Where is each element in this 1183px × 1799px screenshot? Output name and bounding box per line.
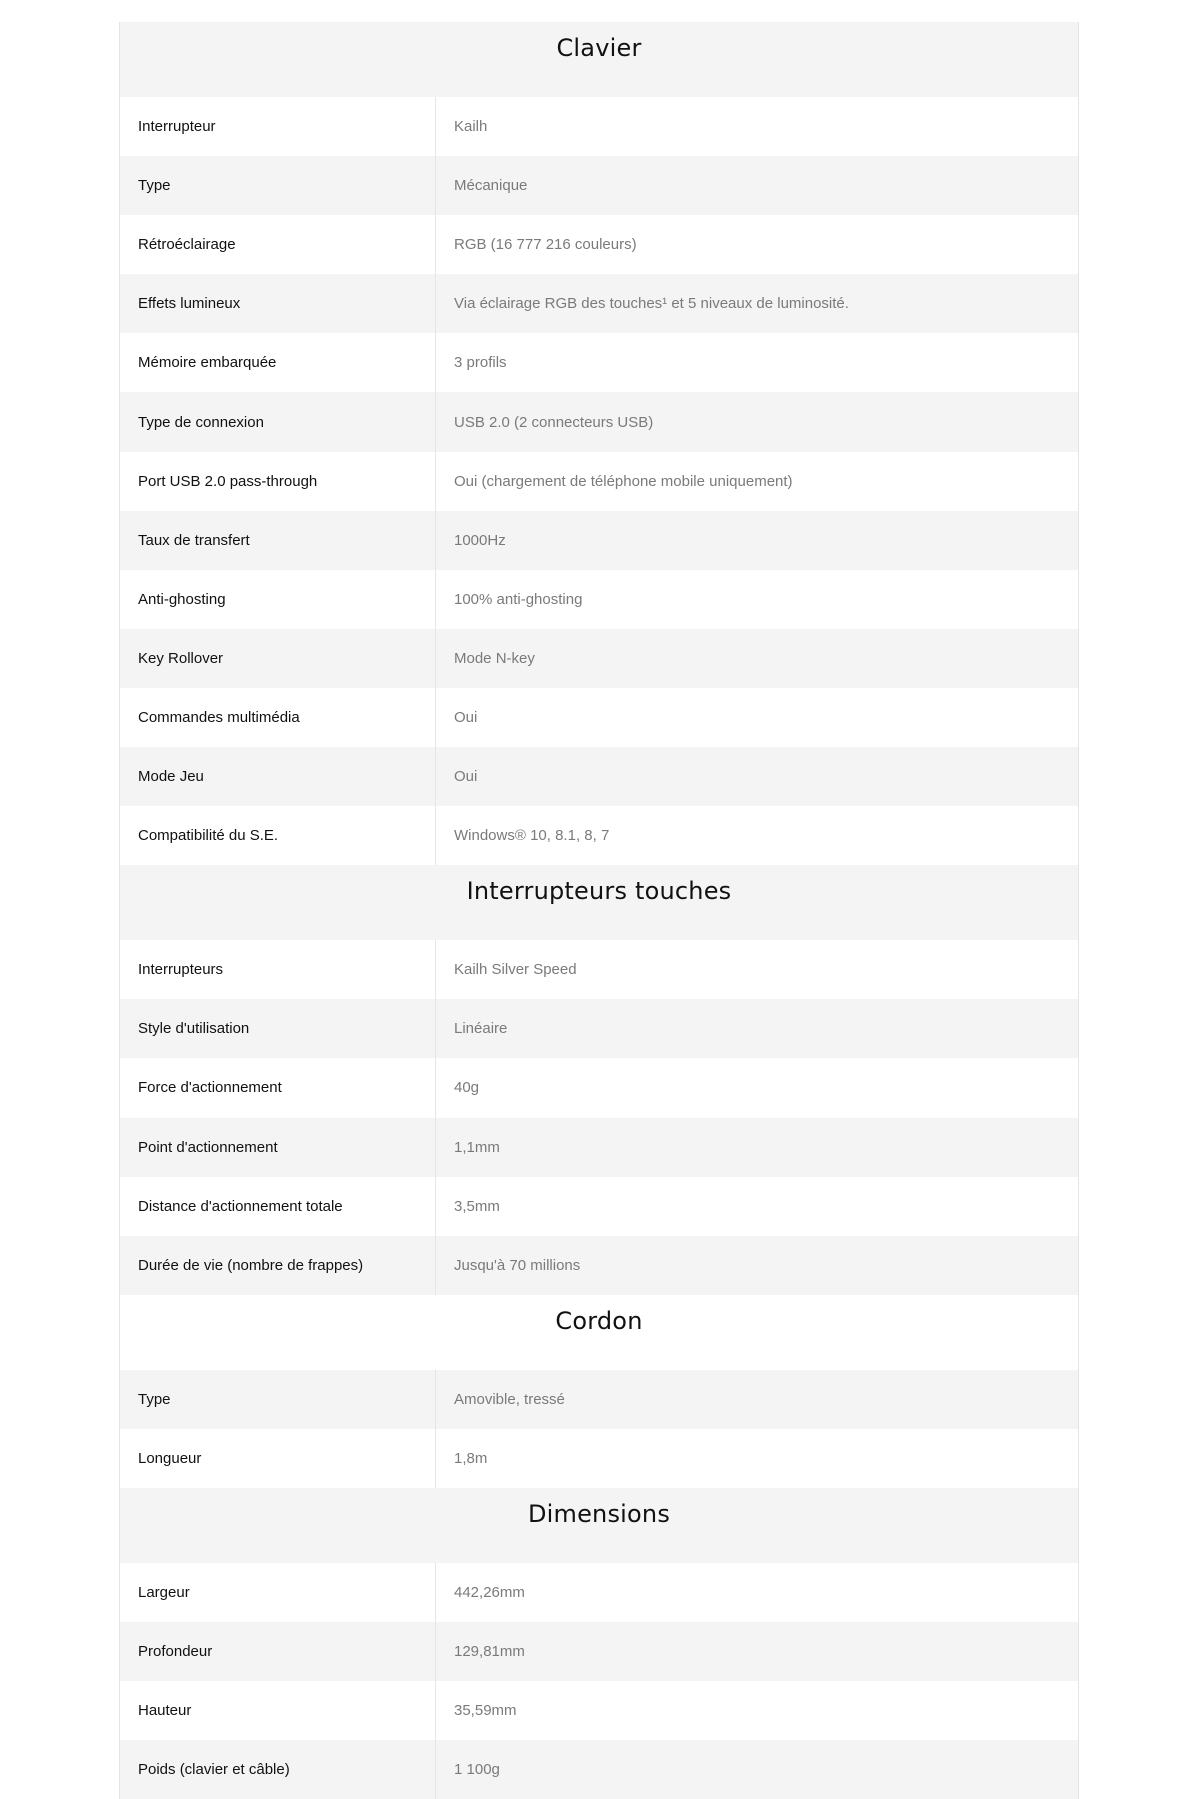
spec-row bbox=[120, 1622, 1078, 1681]
spec-value: Oui bbox=[454, 708, 478, 726]
spec-row bbox=[120, 1370, 1078, 1429]
spec-label: Force d'actionnement bbox=[120, 1058, 436, 1117]
spec-value: 40g bbox=[454, 1079, 480, 1097]
spec-value: 1 100g bbox=[454, 1761, 500, 1779]
section-header bbox=[120, 865, 1078, 940]
spec-label: Point d'actionnement bbox=[120, 1118, 436, 1177]
spec-value: 35,59mm bbox=[454, 1702, 517, 1720]
spec-table bbox=[119, 22, 1079, 1799]
spec-label: Key Rollover bbox=[120, 629, 436, 688]
spec-label: Type bbox=[120, 1370, 436, 1429]
spec-value: 100% anti-ghosting bbox=[454, 590, 583, 608]
spec-label: Durée de vie (nombre de frappes) bbox=[120, 1236, 436, 1295]
spec-value: 1000Hz bbox=[454, 531, 506, 549]
spec-row bbox=[120, 747, 1078, 806]
spec-value: Oui (chargement de téléphone mobile uniquement) bbox=[454, 472, 793, 490]
section-header bbox=[120, 22, 1078, 97]
section-title: Cordon bbox=[555, 1306, 643, 1335]
spec-row bbox=[120, 1429, 1078, 1488]
spec-row bbox=[120, 688, 1078, 747]
spec-value: Windows® 10, 8.1, 8, 7 bbox=[454, 827, 610, 845]
spec-value: USB 2.0 (2 connecteurs USB) bbox=[454, 413, 654, 431]
spec-label: Port USB 2.0 pass-through bbox=[120, 452, 436, 511]
section-header bbox=[120, 1295, 1078, 1370]
spec-row bbox=[120, 1177, 1078, 1236]
spec-value: 3 profils bbox=[454, 354, 507, 372]
spec-row bbox=[120, 940, 1078, 999]
spec-value: 1,8m bbox=[454, 1449, 488, 1467]
spec-row bbox=[120, 999, 1078, 1058]
spec-row bbox=[120, 452, 1078, 511]
spec-row bbox=[120, 1563, 1078, 1622]
spec-value: Kailh bbox=[454, 118, 488, 136]
spec-row bbox=[120, 570, 1078, 629]
spec-row bbox=[120, 1740, 1078, 1799]
spec-label: Compatibilité du S.E. bbox=[120, 806, 436, 865]
spec-label: Taux de transfert bbox=[120, 511, 436, 570]
spec-value: Oui bbox=[454, 768, 478, 786]
spec-row bbox=[120, 511, 1078, 570]
spec-label: Effets lumineux bbox=[120, 274, 436, 333]
spec-value: Via éclairage RGB des touches¹ et 5 niveaux de luminosité. bbox=[454, 295, 849, 313]
spec-row bbox=[120, 1118, 1078, 1177]
spec-row bbox=[120, 156, 1078, 215]
spec-value: 1,1mm bbox=[454, 1138, 500, 1156]
spec-value: 129,81mm bbox=[454, 1643, 525, 1661]
spec-row bbox=[120, 1058, 1078, 1117]
spec-label: Mémoire embarquée bbox=[120, 333, 436, 392]
section-title: Dimensions bbox=[527, 1499, 671, 1528]
spec-label: Commandes multimédia bbox=[120, 688, 436, 747]
section-header bbox=[120, 1488, 1078, 1563]
spec-label: Style d'utilisation bbox=[120, 999, 436, 1058]
section-title: Interrupteurs touches bbox=[466, 877, 732, 906]
spec-value: Linéaire bbox=[454, 1020, 508, 1038]
spec-row bbox=[120, 629, 1078, 688]
spec-label: Interrupteur bbox=[120, 97, 436, 156]
spec-value: Mode N-key bbox=[454, 649, 535, 667]
spec-label: Anti-ghosting bbox=[120, 570, 436, 629]
spec-value: Amovible, tressé bbox=[454, 1390, 565, 1408]
spec-label: Rétroéclairage bbox=[120, 215, 436, 274]
spec-row bbox=[120, 274, 1078, 333]
spec-row bbox=[120, 806, 1078, 865]
spec-label: Largeur bbox=[120, 1563, 436, 1622]
spec-row bbox=[120, 215, 1078, 274]
spec-label: Distance d'actionnement totale bbox=[120, 1177, 436, 1236]
spec-label: Type de connexion bbox=[120, 392, 436, 451]
spec-label: Type bbox=[120, 156, 436, 215]
spec-label: Hauteur bbox=[120, 1681, 436, 1740]
section-title: Clavier bbox=[556, 34, 642, 62]
spec-row bbox=[120, 1236, 1078, 1295]
spec-value: 3,5mm bbox=[454, 1197, 500, 1215]
spec-value: RGB (16 777 216 couleurs) bbox=[454, 236, 637, 254]
spec-label: Mode Jeu bbox=[120, 747, 436, 806]
spec-value: Kailh Silver Speed bbox=[454, 961, 577, 979]
spec-value: 442,26mm bbox=[454, 1584, 525, 1602]
spec-label: Profondeur bbox=[120, 1622, 436, 1681]
spec-row bbox=[120, 392, 1078, 451]
spec-value: Jusqu'à 70 millions bbox=[454, 1256, 581, 1274]
spec-value: Mécanique bbox=[454, 177, 528, 195]
spec-row bbox=[120, 97, 1078, 156]
spec-label: Longueur bbox=[120, 1429, 436, 1488]
spec-label: Poids (clavier et câble) bbox=[120, 1740, 436, 1799]
spec-row bbox=[120, 333, 1078, 392]
spec-row bbox=[120, 1681, 1078, 1740]
spec-label: Interrupteurs bbox=[120, 940, 436, 999]
